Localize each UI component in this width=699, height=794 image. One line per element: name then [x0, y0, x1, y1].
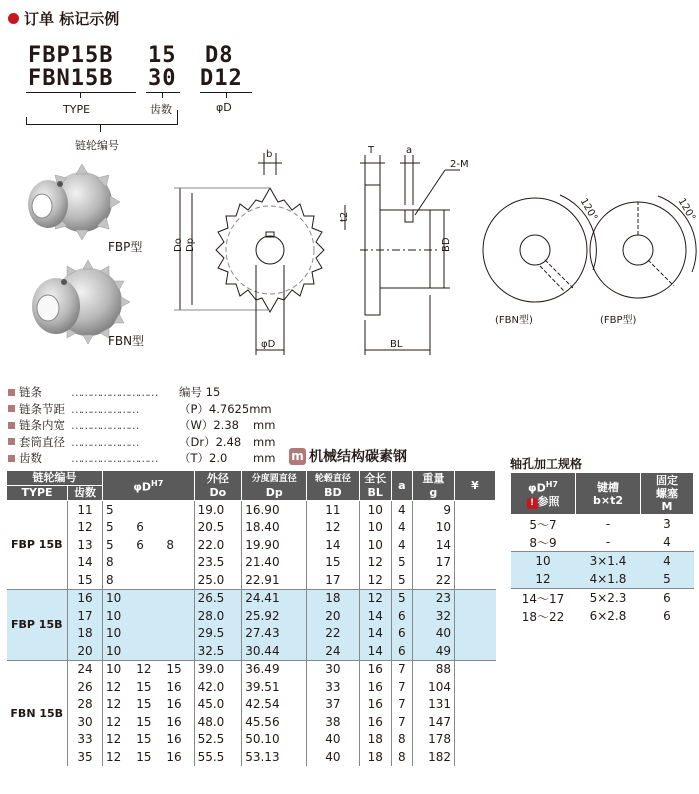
- bd-cell: 15: [307, 554, 359, 572]
- teeth-tick: [162, 92, 163, 98]
- fbp-view-label: (FBP型): [600, 315, 637, 326]
- a-cell: 6: [392, 625, 413, 643]
- od-cell: 25.0: [194, 571, 242, 589]
- bore-row: [511, 570, 694, 589]
- bore-cell: 16: [163, 748, 194, 766]
- type-underline: [26, 92, 136, 93]
- bore-key-cell: 3×1.4: [576, 552, 641, 571]
- dp-cell: 24.41: [242, 589, 307, 607]
- bore-cell: 15: [163, 660, 194, 678]
- bore-row: [511, 552, 694, 571]
- teeth-cell: 14: [77, 555, 93, 570]
- teeth-underline: [146, 92, 180, 93]
- bd-cell: 37: [307, 696, 359, 714]
- a-cell: 8: [392, 731, 413, 749]
- bore-cell: 10: [103, 589, 134, 607]
- price-cell: [455, 501, 496, 519]
- teeth-cell: 33: [77, 732, 93, 747]
- type-tick: [80, 92, 81, 98]
- dp-cell: 36.49: [242, 660, 307, 678]
- bore-cell: [133, 554, 163, 572]
- bore-row: [511, 589, 694, 608]
- bullet-square-icon: [8, 405, 15, 412]
- bore-m-cell: 5: [641, 570, 694, 589]
- weight-cell: 182: [412, 748, 454, 766]
- a-cell: 4: [392, 501, 413, 519]
- fbp-sprocket-photo: [20, 160, 120, 250]
- od-cell: 48.0: [194, 713, 242, 731]
- bore-key-cell: 5×2.3: [576, 589, 641, 608]
- price-cell: [455, 642, 496, 660]
- bd-cell: 11: [307, 501, 359, 519]
- weight-cell: 49: [412, 642, 454, 660]
- weight-cell: 17: [412, 554, 454, 572]
- dim-phiD: φD: [261, 339, 276, 350]
- bl-cell: 14: [359, 625, 391, 643]
- weight-cell: 40: [412, 625, 454, 643]
- bore-d-cell: 10: [511, 552, 576, 571]
- bore-cell: 16: [163, 696, 194, 714]
- bore-d-cell: 18～22: [521, 609, 565, 624]
- a-cell: 7: [392, 713, 413, 731]
- a-cell: 4: [392, 519, 413, 537]
- dim-a: a: [406, 145, 413, 156]
- a-cell: 7: [392, 660, 413, 678]
- bore-row: [511, 515, 694, 534]
- price-cell: [455, 731, 496, 749]
- bore-cell: 6: [136, 537, 144, 552]
- weight-cell: 88: [412, 660, 454, 678]
- bore-cell: 12: [103, 713, 134, 731]
- bl-cell: 12: [359, 589, 391, 607]
- teeth-cell: 35: [77, 749, 93, 764]
- th-phiD: $\varphi D^{H7}$: [103, 471, 195, 501]
- dp-cell: 18.40: [242, 519, 307, 537]
- th-sprocket-no: 链轮编号: [7, 471, 103, 486]
- bd-cell: 40: [307, 731, 359, 749]
- a-cell: 6: [392, 607, 413, 625]
- weight-cell: 104: [412, 678, 454, 696]
- fbp-photo-label: FBP型: [108, 240, 143, 254]
- table-row: [7, 625, 496, 643]
- bd-cell: 38: [307, 713, 359, 731]
- dim-2M: 2-M: [450, 159, 469, 170]
- dim-t2: t2: [339, 211, 350, 222]
- weight-cell: 14: [412, 536, 454, 554]
- bore-cell: 15: [136, 749, 152, 764]
- spec-row: 链条节距 ………………… （P）4.7625 mm: [8, 401, 275, 418]
- bracket-right: [177, 110, 178, 125]
- bore-row: [511, 607, 694, 625]
- od-cell: 42.0: [194, 678, 242, 696]
- bore-cell: [163, 607, 194, 625]
- spec-row: 链条 ……………………… 编号 15: [8, 384, 275, 401]
- bore-d-cell: 12: [511, 570, 576, 589]
- price-cell: [455, 571, 496, 589]
- table-row: [7, 660, 496, 678]
- a-cell: 4: [392, 536, 413, 554]
- bore-cell: 12: [103, 748, 134, 766]
- bore-cell: [133, 589, 163, 607]
- bore-d-cell: 5～7: [529, 517, 557, 532]
- bore-cell: [163, 625, 194, 643]
- od-cell: 55.5: [194, 748, 242, 766]
- od-cell: 28.0: [194, 607, 242, 625]
- bd-cell: 33: [307, 678, 359, 696]
- bore-cell: [133, 571, 163, 589]
- angle-fbp: 120°: [675, 196, 698, 223]
- th-od: 外径 Do: [194, 471, 242, 501]
- weight-cell: 32: [412, 607, 454, 625]
- bore-cell: [163, 519, 194, 537]
- material-label: m 机械结构碳素钢: [289, 446, 407, 466]
- bore-cell: 16: [163, 678, 194, 696]
- bl-cell: 14: [359, 642, 391, 660]
- bore-cell: [163, 571, 194, 589]
- bl-cell: 12: [359, 554, 391, 572]
- bl-cell: 16: [359, 678, 391, 696]
- od-cell: 39.0: [194, 660, 242, 678]
- bore-key-cell: 6×2.8: [589, 609, 627, 623]
- sprocket-no-bracket: [26, 124, 178, 125]
- bore-cell: 15: [136, 679, 152, 694]
- a-cell: 5: [392, 554, 413, 572]
- teeth-cell: 12: [77, 520, 93, 535]
- fbn-end-view: [483, 195, 596, 302]
- order-code-bore-1: D8: [205, 43, 234, 68]
- bore-cell: 8: [163, 536, 194, 554]
- bore-row: [511, 533, 694, 552]
- bd-cell: 40: [307, 748, 359, 766]
- technical-drawing: [160, 145, 698, 370]
- a-cell: 8: [392, 748, 413, 766]
- table-row: [7, 731, 496, 749]
- th-type: TYPE: [7, 486, 68, 501]
- bd-cell: 17: [307, 571, 359, 589]
- bore-tick: [226, 92, 227, 98]
- od-cell: 22.0: [194, 536, 242, 554]
- table-row: [7, 589, 496, 607]
- bore-cell: 12: [103, 696, 134, 714]
- dp-cell: 42.54: [242, 696, 307, 714]
- th-set-screw: 固定 螺塞 M: [641, 473, 694, 515]
- bullet-square-icon: [8, 422, 15, 429]
- bore-m-cell: 6: [641, 589, 694, 608]
- spec-row: 套筒直径 ………………… （Dr）2.48 mm: [8, 434, 275, 451]
- sprocket-spec-table: [6, 470, 496, 766]
- th-bore-phiD: $\varphi D^{H7}$ ! 参照: [511, 473, 576, 515]
- bore-cell: 15: [136, 714, 152, 729]
- bore-cell: 5: [103, 536, 134, 554]
- dp-cell: 22.91: [242, 571, 307, 589]
- bore-cell: 15: [136, 732, 152, 747]
- od-cell: 19.0: [194, 501, 242, 519]
- bl-cell: 10: [359, 536, 391, 554]
- price-cell: [455, 748, 496, 766]
- weight-cell: 147: [412, 713, 454, 731]
- bore-spec-table: [510, 472, 694, 625]
- dim-BD: BD: [441, 237, 452, 252]
- weight-cell: 22: [412, 571, 454, 589]
- dp-cell: 39.51: [242, 678, 307, 696]
- order-code-teeth-1: 15: [148, 43, 177, 68]
- bore-cell: [133, 607, 163, 625]
- table-row: [7, 678, 496, 696]
- price-cell: [455, 660, 496, 678]
- price-cell: [455, 625, 496, 643]
- bd-cell: 18: [307, 589, 359, 607]
- th-bd: 轮毂直径 BD: [307, 471, 359, 501]
- bl-cell: 18: [359, 748, 391, 766]
- th-teeth: 齿数: [68, 486, 103, 501]
- dp-cell: 30.44: [242, 642, 307, 660]
- dim-b: b: [266, 149, 273, 160]
- bl-cell: 16: [359, 696, 391, 714]
- a-cell: 7: [392, 678, 413, 696]
- bore-cell: 16: [163, 713, 194, 731]
- bore-m-cell: 6: [663, 609, 671, 623]
- bore-m-cell: 4: [641, 552, 694, 571]
- th-keyway: 键槽 b×t2: [576, 473, 641, 515]
- table-row: [7, 501, 496, 519]
- bore-cell: 5: [103, 501, 134, 519]
- bd-cell: 22: [307, 625, 359, 643]
- price-cell: [455, 554, 496, 572]
- od-cell: 32.5: [194, 642, 242, 660]
- bd-cell: 14: [307, 536, 359, 554]
- bore-cell: [133, 625, 163, 643]
- teeth-cell: 30: [77, 714, 93, 729]
- price-cell: [455, 519, 496, 537]
- bl-cell: 12: [359, 571, 391, 589]
- price-cell: [455, 607, 496, 625]
- bl-cell: 18: [359, 731, 391, 749]
- label-sprocket-no: 链轮编号: [75, 139, 119, 152]
- dim-Dp: Dp: [185, 237, 196, 252]
- spec-row: 齿数 ……………………… （T）2.0 mm: [8, 450, 275, 467]
- bullet-square-icon: [8, 455, 15, 462]
- bore-cell: 12: [133, 660, 163, 678]
- price-cell: [455, 696, 496, 714]
- table-row: [7, 519, 496, 537]
- bore-cell: 8: [103, 554, 134, 572]
- weight-cell: 131: [412, 696, 454, 714]
- price-cell: [455, 678, 496, 696]
- teeth-cell: 13: [77, 537, 93, 552]
- bullet-square-icon: [8, 389, 15, 396]
- warning-icon: !: [527, 498, 538, 509]
- od-cell: 23.5: [194, 554, 242, 572]
- a-cell: 6: [392, 642, 413, 660]
- dp-cell: 16.90: [242, 501, 307, 519]
- th-weight: 重量 g: [412, 471, 454, 501]
- bullet-square-icon: [8, 438, 15, 445]
- od-cell: 52.5: [194, 731, 242, 749]
- angle-fbn: 120°: [577, 196, 600, 223]
- bore-cell: [133, 501, 163, 519]
- teeth-cell: 24: [68, 660, 103, 678]
- bore-key-cell: 4×1.8: [576, 570, 641, 589]
- teeth-cell: 15: [77, 572, 93, 587]
- teeth-cell: 17: [68, 607, 103, 625]
- order-code-bore-2: D12: [200, 66, 243, 91]
- fbn-photo-label: FBN型: [108, 334, 145, 348]
- teeth-cell: 26: [77, 679, 93, 694]
- weight-cell: 23: [412, 589, 454, 607]
- table-row: [7, 554, 496, 572]
- label-type: TYPE: [63, 103, 91, 116]
- th-bl: 全长 BL: [359, 471, 391, 501]
- bore-d-cell: 14～17: [511, 589, 576, 608]
- weight-cell: 9: [412, 501, 454, 519]
- order-code-type-2: FBN15B: [28, 66, 114, 91]
- table-row: [7, 642, 496, 660]
- spec-row: 链条内宽 ………………… （W）2.38 mm: [8, 417, 275, 434]
- bore-cell: [133, 642, 163, 660]
- order-example-title: 订单 标记示例: [8, 8, 119, 29]
- th-a: a: [392, 471, 413, 501]
- label-teeth: 齿数: [150, 103, 172, 116]
- teeth-cell: 11: [77, 502, 93, 517]
- weight-cell: 178: [412, 731, 454, 749]
- sprocket-front-view: [216, 188, 324, 312]
- price-cell: [455, 713, 496, 731]
- bore-cell: 6: [136, 520, 144, 535]
- material-m-icon: m: [289, 448, 306, 465]
- bore-cell: 10: [103, 642, 134, 660]
- bl-cell: 10: [359, 519, 391, 537]
- price-cell: [455, 589, 496, 607]
- bl-cell: 10: [359, 501, 391, 519]
- teeth-cell: 16: [68, 589, 103, 607]
- dp-cell: 45.56: [242, 713, 307, 731]
- bd-cell: 30: [307, 660, 359, 678]
- dp-cell: 21.40: [242, 554, 307, 572]
- dp-cell: 19.90: [242, 536, 307, 554]
- order-code-teeth-2: 30: [148, 66, 177, 91]
- a-cell: 7: [392, 696, 413, 714]
- bore-key-cell: -: [605, 535, 611, 549]
- a-cell: 5: [392, 589, 413, 607]
- teeth-cell: 20: [68, 642, 103, 660]
- od-cell: 20.5: [194, 519, 242, 537]
- bore-d-cell: 8～9: [529, 535, 557, 550]
- od-cell: 29.5: [194, 625, 242, 643]
- dim-Do: Do: [173, 238, 184, 252]
- label-bore: φD: [216, 101, 232, 114]
- bore-cell: [163, 501, 194, 519]
- bore-m-cell: 3: [663, 517, 671, 531]
- od-cell: 26.5: [194, 589, 242, 607]
- bl-cell: 14: [359, 607, 391, 625]
- bd-cell: 20: [307, 607, 359, 625]
- bore-key-cell: -: [605, 517, 611, 531]
- od-cell: 45.0: [194, 696, 242, 714]
- bore-cell: 15: [136, 697, 152, 712]
- weight-cell: 10: [412, 519, 454, 537]
- bore-m-cell: 4: [663, 535, 671, 549]
- type-cell: FBP 15B: [7, 589, 68, 660]
- order-code-type-1: FBP15B: [28, 43, 114, 68]
- table-row: [7, 571, 496, 589]
- bore-cell: 10: [103, 660, 134, 678]
- bracket-left: [26, 117, 27, 125]
- bore-cell: 12: [103, 678, 134, 696]
- bl-cell: 16: [359, 660, 391, 678]
- bore-cell: 5: [103, 519, 134, 537]
- fbn-view-label: (FBN型): [495, 315, 533, 326]
- dp-cell: 27.43: [242, 625, 307, 643]
- type-cell: FBP 15B: [7, 501, 68, 590]
- dim-BL: BL: [390, 339, 403, 350]
- teeth-cell: 18: [68, 625, 103, 643]
- bore-cell: 10: [103, 607, 134, 625]
- teeth-cell: 28: [77, 697, 93, 712]
- bore-cell: 16: [163, 731, 194, 749]
- bl-cell: 16: [359, 713, 391, 731]
- bracket-tick: [100, 124, 101, 132]
- a-cell: 5: [392, 571, 413, 589]
- dim-T: T: [368, 145, 375, 156]
- table-row: [7, 696, 496, 714]
- type-cell: FBN 15B: [7, 660, 68, 766]
- price-cell: [455, 536, 496, 554]
- bore-cell: 10: [103, 625, 134, 643]
- dp-cell: 25.92: [242, 607, 307, 625]
- sprocket-side-view: [360, 185, 440, 315]
- dp-cell: 53.13: [242, 748, 307, 766]
- bore-cell: 8: [103, 571, 134, 589]
- bd-cell: 24: [307, 642, 359, 660]
- bd-cell: 12: [307, 519, 359, 537]
- table-row: [7, 713, 496, 731]
- table-row: [7, 748, 496, 766]
- bore-cell: [163, 589, 194, 607]
- bore-table-title: 轴孔加工规格: [510, 457, 583, 471]
- table-row: [7, 536, 496, 554]
- bore-cell: [163, 642, 194, 660]
- dp-cell: 50.10: [242, 731, 307, 749]
- table-row: [7, 607, 496, 625]
- th-price: ¥: [455, 471, 496, 501]
- fbp-end-view: [590, 196, 696, 298]
- chain-spec-list: [8, 384, 275, 467]
- bore-cell: [163, 554, 194, 572]
- bore-cell: 12: [103, 731, 134, 749]
- th-dp: 分度圆直径 Dp: [242, 471, 307, 501]
- bullet-red-dot-icon: [8, 13, 19, 24]
